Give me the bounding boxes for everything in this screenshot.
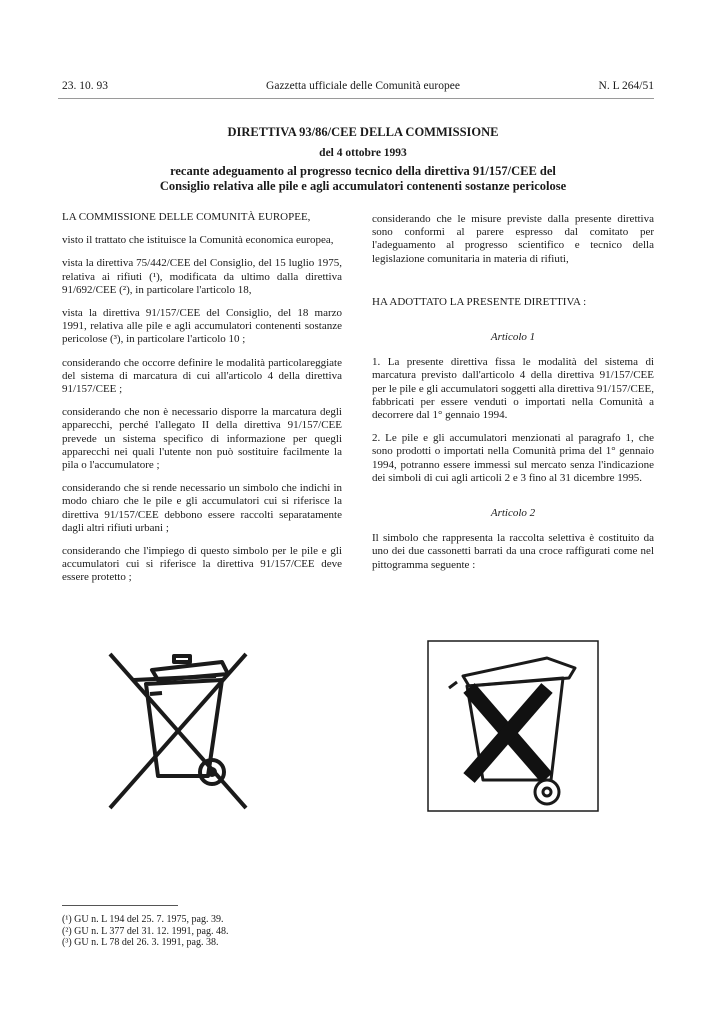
header-date: 23. 10. 93 [62,80,108,92]
article-2-paragraph-1: Il simbolo che rappresenta la raccolta selettiva è costituito da uno dei due cassonetti barrati da una croce raffigurati come nel pittogramma seguente : [372,532,654,571]
preamble-paragraph: vista la direttiva 75/442/CEE del Consiglio, del 15 luglio 1975, relativa ai rifiuti (¹), modificata da ultimo dalla direttiva 91/692/CEE (²), in particolare l'articolo 18, [62,257,342,296]
preamble-paragraph: considerando che si rende necessario un simbolo che indichi in modo chiaro che le pile e gli accumulatori cui si riferisce la direttiva 91/157/CEE debbono essere raccolti separatamente dagli altri rifiuti urbani ; [62,482,342,534]
preamble-paragraph: considerando che l'impiego di questo simbolo per le pile e gli accumulatori cui si riferisce la direttiva 91/157/CEE deve essere protetto ; [62,545,342,584]
crossed-bin-pictogram-framed [427,640,599,812]
footnotes [62,914,229,949]
footnote-2: (²) GU n. L 377 del 31. 12. 1991, pag. 48. [62,925,229,937]
article-2-heading: Articolo 2 [490,507,536,520]
article-1-heading: Articolo 1 [490,331,536,344]
article-1-paragraph-1: 1. La presente direttiva fissa le modalità del sistema di marcatura previsto dall'articolo 4 della direttiva 91/157/CEE per le pile e gli accumulatori soggetti alla direttiva 91/157/CEE, fabbricati per essere venduti o importati nella Comunità a decorrere dal 1° gennaio 1994. [372,356,654,422]
crossed-bin-pictogram-outline [104,648,252,812]
footnote-3: (³) GU n. L 78 del 26. 3. 1991, pag. 38. [62,937,219,948]
doc-subtitle-line1: recante adeguamento al progresso tecnico della direttiva 91/157/CEE del [170,164,556,178]
doc-date: del 4 ottobre 1993 [319,147,407,159]
preamble-paragraph: visto il trattato che istituisce la Comunità economica europea, [62,234,334,247]
header-journal: Gazzetta ufficiale delle Comunità europee [266,80,460,92]
preamble-heading: LA COMMISSIONE DELLE COMUNITÀ EUROPEE, [62,211,311,223]
preamble-paragraph: considerando che occorre definire le modalità particolareggiate del sistema di marcatura di cui all'articolo 4 della direttiva 91/157/CEE ; [62,356,342,396]
footnote-1: (¹) GU n. L 194 del 25. 7. 1975, pag. 39. [62,914,224,925]
preamble-paragraph: vista la direttiva 91/157/CEE del Consiglio, del 18 marzo 1991, relativa alle pile e agli accumulatori contenenti sostanze pericolose (³), in particolare l'articolo 10 ; [62,307,342,346]
right-column [372,213,654,582]
preamble-paragraph: considerando che non è necessario disporre la marcatura degli apparecchi, perché l'allegato II della direttiva 91/157/CEE prevede un sistema specifico di informazione per quegli apparecchi nei quali l'utente non può sostituire facilmente la pila o l'accumulatore ; [62,406,342,472]
left-column [62,211,342,595]
preamble-paragraph: considerando che le misure previste dalla presente direttiva sono conformi al parere espresso dal comitato per l'adeguamento al progresso scientifico e tecnico della legislazione comunitaria in materia di rifiuti, [372,213,654,265]
article-1-paragraph-2: 2. Le pile e gli accumulatori menzionati al paragrafo 1, che sono prodotti o importati nella Comunità prima del 1° gennaio 1994, potranno essere immessi sul mercato senza l'indicazione dei simboli di cui agli articoli 2 e 3 fino al 31 dicembre 1995. [372,432,654,484]
doc-subtitle-line2: Consiglio relativa alle pile e agli accumulatori contenenti sostanze pericolose [159,179,567,193]
doc-title: DIRETTIVA 93/86/CEE DELLA COMMISSIONE [227,125,499,139]
header-page-ref: N. L 264/51 [598,80,654,92]
adoption-statement: HA ADOTTATO LA PRESENTE DIRETTIVA : [372,295,587,308]
footnote-rule [62,905,178,906]
header-rule [58,98,654,99]
